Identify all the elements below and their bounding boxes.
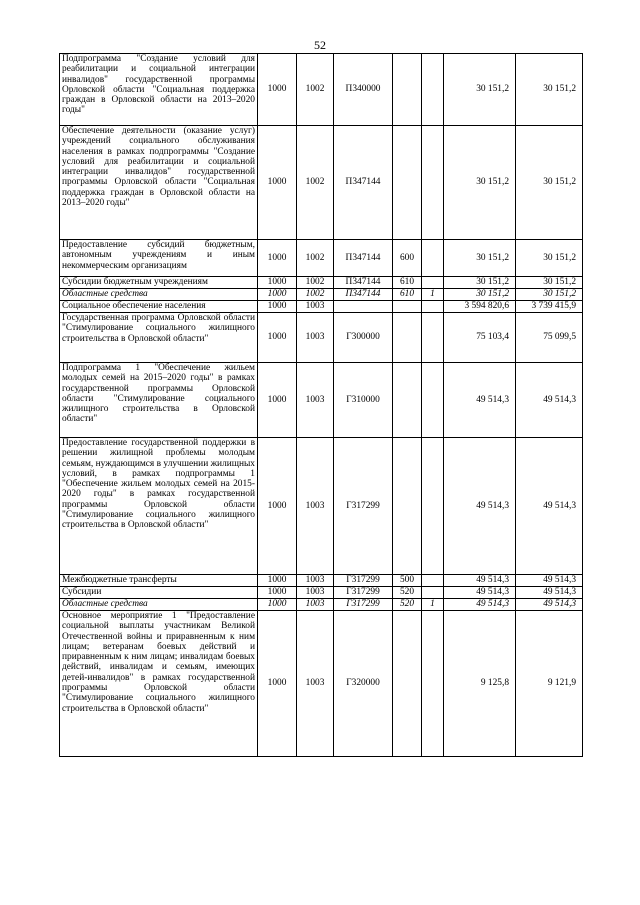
expense-type-cell: 500 [393, 575, 422, 587]
subsection-code-cell: 1002 [297, 289, 334, 301]
source-code-cell [422, 301, 444, 313]
amount-year2-cell: 30 151,2 [516, 54, 583, 126]
table-row [60, 289, 583, 301]
table-row [60, 438, 583, 575]
amount-year1-cell: 30 151,2 [444, 54, 516, 126]
amount-year2-cell: 30 151,2 [516, 277, 583, 289]
row-name-cell: Подпрограмма 1 "Обеспечение жильем молодых семей на 2015–2020 годы" в рамках государственной программы Орловской области "Стимулирование социального жилищного строительства в Орловской области" [60, 363, 258, 438]
expense-type-cell: 610 [393, 289, 422, 301]
row-name-cell: Межбюджетные трансферты [60, 575, 258, 587]
source-code-cell [422, 611, 444, 757]
subsection-code-cell: 1003 [297, 611, 334, 757]
target-item-code-cell: Г317299 [334, 438, 393, 575]
expense-type-cell [393, 363, 422, 438]
source-code-cell [422, 240, 444, 277]
table-row [60, 363, 583, 438]
table-row [60, 240, 583, 277]
table-row [60, 611, 583, 757]
amount-year1-cell: 49 514,3 [444, 575, 516, 587]
amount-year2-cell: 49 514,3 [516, 575, 583, 587]
table-row [60, 126, 583, 240]
expense-type-cell [393, 438, 422, 575]
amount-year1-cell: 49 514,3 [444, 599, 516, 611]
expense-type-cell: 520 [393, 599, 422, 611]
target-item-code-cell: П347144 [334, 289, 393, 301]
target-item-code-cell: Г320000 [334, 611, 393, 757]
section-code-cell: 1000 [258, 54, 297, 126]
target-item-code-cell: П347144 [334, 240, 393, 277]
table-row [60, 301, 583, 313]
row-name-cell: Государственная программа Орловской области "Стимулирование социального жилищного строительства в Орловской области" [60, 313, 258, 363]
expense-type-cell: 600 [393, 240, 422, 277]
section-code-cell: 1000 [258, 611, 297, 757]
amount-year2-cell: 49 514,3 [516, 587, 583, 599]
section-code-cell: 1000 [258, 599, 297, 611]
subsection-code-cell: 1003 [297, 363, 334, 438]
row-name-cell: Субсидии бюджетным учреждениям [60, 277, 258, 289]
expense-type-cell [393, 54, 422, 126]
amount-year2-cell: 9 121,9 [516, 611, 583, 757]
subsection-code-cell: 1002 [297, 126, 334, 240]
subsection-code-cell: 1003 [297, 301, 334, 313]
target-item-code-cell: П347144 [334, 126, 393, 240]
table-row [60, 575, 583, 587]
table-row [60, 599, 583, 611]
target-item-code-cell [334, 301, 393, 313]
target-item-code-cell: П340000 [334, 54, 393, 126]
row-name-cell: Обеспечение деятельности (оказание услуг) учреждений социального обслуживания населения в рамках подпрограммы "Создание условий для реабилитации и социальной интеграции инвалидов" государственной программы Орловской области "Социальная поддержка граждан в Орловской области на 2013–2020 годы" [60, 126, 258, 240]
expense-type-cell [393, 126, 422, 240]
section-code-cell: 1000 [258, 363, 297, 438]
subsection-code-cell: 1003 [297, 587, 334, 599]
source-code-cell [422, 126, 444, 240]
source-code-cell [422, 313, 444, 363]
source-code-cell [422, 575, 444, 587]
row-name-cell: Предоставление государственной поддержки в решении жилищной проблемы молодым семьям, нуждающимся в улучшении жилищных условий, в рамках подпрограммы 1 "Обеспечение жильем молодых семей на 2015-2020 годы" в рамках государственной программы Орловской области "Стимулирование социального жилищного строительства в Орловской области" [60, 438, 258, 575]
amount-year1-cell: 49 514,3 [444, 363, 516, 438]
row-name-cell: Основное мероприятие 1 "Предоставление социальной выплаты участникам Великой Отечественной войны и приравненным к ним лицам; ветеранам боевых действий и приравненным к ним лицам; инвалидам боевых действий, инвалидам и семьям, имеющих детей-инвалидов" в рамках государственной программы Орловской области "Стимулирование социального жилищного строительства в Орловской области" [60, 611, 258, 757]
row-name-cell: Областные средства [60, 289, 258, 301]
amount-year2-cell: 75 099,5 [516, 313, 583, 363]
subsection-code-cell: 1003 [297, 313, 334, 363]
target-item-code-cell: Г310000 [334, 363, 393, 438]
amount-year1-cell: 3 594 820,6 [444, 301, 516, 313]
expense-type-cell [393, 611, 422, 757]
target-item-code-cell: Г317299 [334, 575, 393, 587]
amount-year2-cell: 30 151,2 [516, 289, 583, 301]
table-row [60, 54, 583, 126]
target-item-code-cell: Г317299 [334, 587, 393, 599]
table-row [60, 587, 583, 599]
page-number: 52 [314, 38, 326, 52]
source-code-cell [422, 363, 444, 438]
section-code-cell: 1000 [258, 438, 297, 575]
row-name-cell: Социальное обеспечение населения [60, 301, 258, 313]
amount-year1-cell: 49 514,3 [444, 587, 516, 599]
amount-year2-cell: 30 151,2 [516, 240, 583, 277]
row-name-cell: Подпрограмма "Создание условий для реабилитации и социальной интеграции инвалидов" государственной программы Орловской области "Социальная поддержка граждан в Орловской области на 2013–2020 годы" [60, 54, 258, 126]
amount-year1-cell: 30 151,2 [444, 240, 516, 277]
source-code-cell: 1 [422, 289, 444, 301]
amount-year1-cell: 30 151,2 [444, 289, 516, 301]
target-item-code-cell: П347144 [334, 277, 393, 289]
row-name-cell: Субсидии [60, 587, 258, 599]
section-code-cell: 1000 [258, 240, 297, 277]
section-code-cell: 1000 [258, 126, 297, 240]
section-code-cell: 1000 [258, 301, 297, 313]
source-code-cell [422, 277, 444, 289]
subsection-code-cell: 1002 [297, 54, 334, 126]
expense-type-cell: 610 [393, 277, 422, 289]
section-code-cell: 1000 [258, 277, 297, 289]
amount-year2-cell: 49 514,3 [516, 438, 583, 575]
amount-year1-cell: 30 151,2 [444, 277, 516, 289]
table-body [60, 54, 583, 757]
amount-year1-cell: 30 151,2 [444, 126, 516, 240]
amount-year1-cell: 9 125,8 [444, 611, 516, 757]
source-code-cell [422, 587, 444, 599]
amount-year2-cell: 49 514,3 [516, 363, 583, 438]
subsection-code-cell: 1003 [297, 599, 334, 611]
section-code-cell: 1000 [258, 575, 297, 587]
amount-year2-cell: 30 151,2 [516, 126, 583, 240]
target-item-code-cell: Г300000 [334, 313, 393, 363]
table-row [60, 277, 583, 289]
expense-type-cell [393, 313, 422, 363]
subsection-code-cell: 1003 [297, 438, 334, 575]
subsection-code-cell: 1003 [297, 575, 334, 587]
budget-table [59, 53, 583, 757]
row-name-cell: Областные средства [60, 599, 258, 611]
expense-type-cell [393, 301, 422, 313]
row-name-cell: Предоставление субсидий бюджетным, автономным учреждениям и иным некоммерческим организациям [60, 240, 258, 277]
amount-year2-cell: 3 739 415,9 [516, 301, 583, 313]
section-code-cell: 1000 [258, 289, 297, 301]
source-code-cell [422, 438, 444, 575]
subsection-code-cell: 1002 [297, 240, 334, 277]
expense-type-cell: 520 [393, 587, 422, 599]
section-code-cell: 1000 [258, 313, 297, 363]
source-code-cell [422, 54, 444, 126]
target-item-code-cell: Г317299 [334, 599, 393, 611]
source-code-cell: 1 [422, 599, 444, 611]
table-row [60, 313, 583, 363]
amount-year1-cell: 49 514,3 [444, 438, 516, 575]
subsection-code-cell: 1002 [297, 277, 334, 289]
section-code-cell: 1000 [258, 587, 297, 599]
amount-year2-cell: 49 514,3 [516, 599, 583, 611]
amount-year1-cell: 75 103,4 [444, 313, 516, 363]
